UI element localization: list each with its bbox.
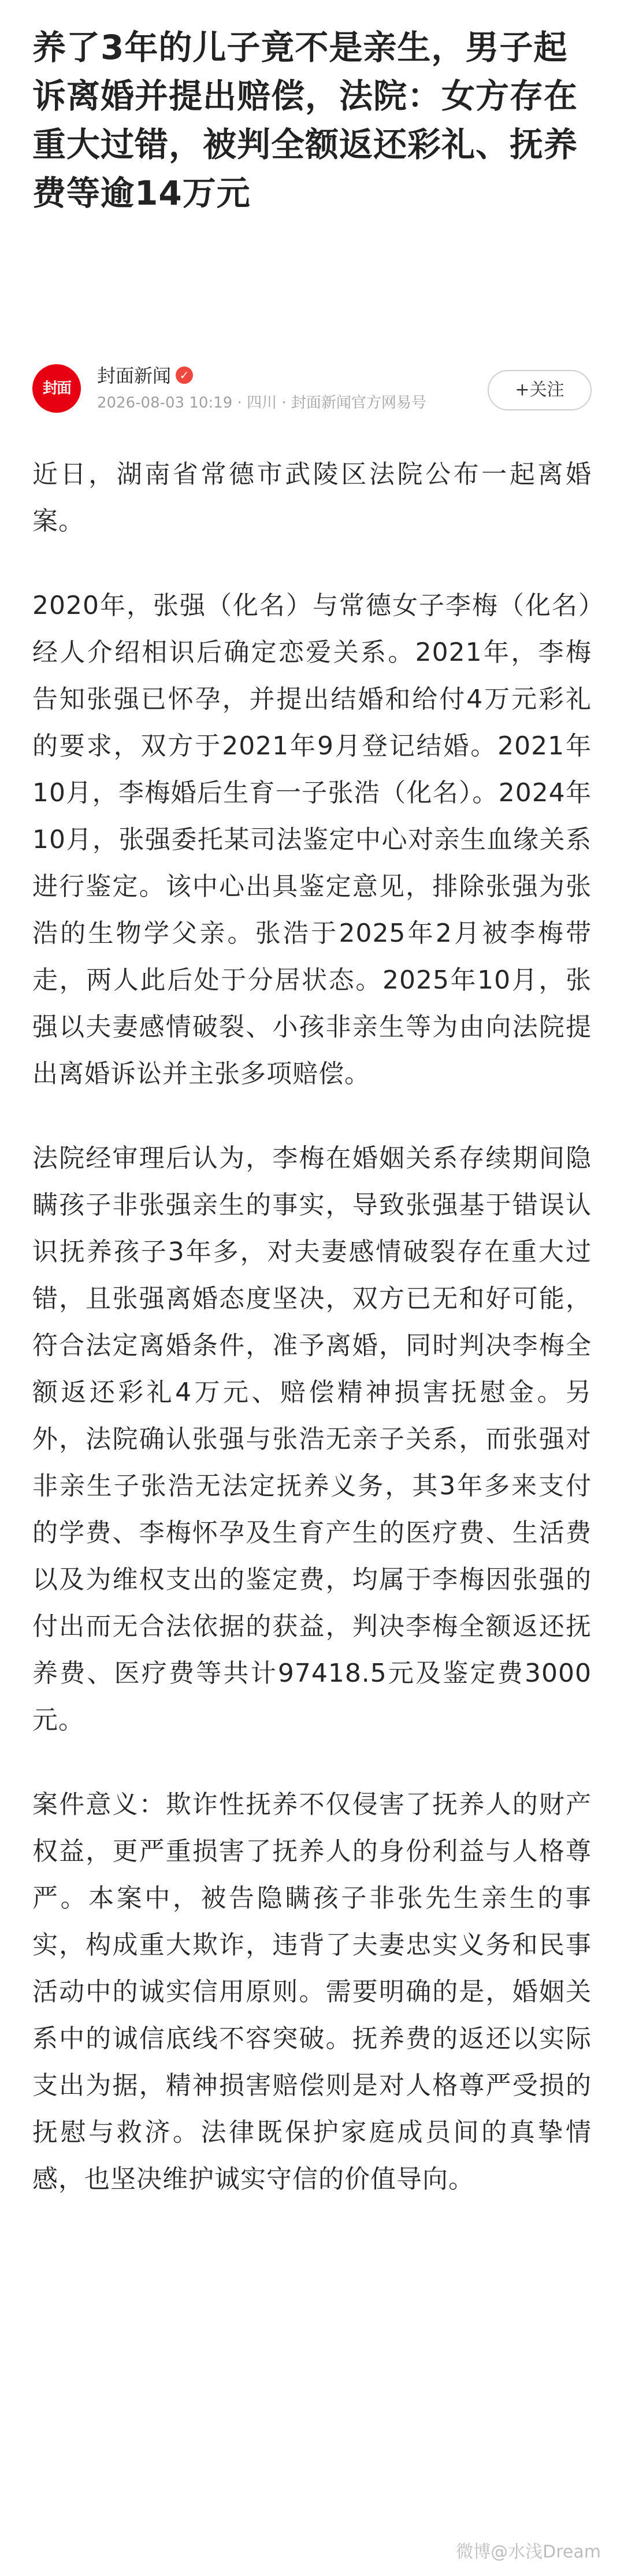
author-name-row[interactable]	[97, 364, 193, 387]
article-body	[32, 451, 592, 2240]
article-paragraph: 案件意义：欺诈性抚养不仅侵害了抚养人的财产权益，更严重损害了抚养人的身份利益与人格尊严。本案中，被告隐瞒孩子非张先生亲生的事实，构成重大欺诈，违背了夫妻忠实义务和民事活动中的诚实信用原则。需要明确的是，婚姻关系中的诚信底线不容突破。抚养费的返还以实际支出为据，精神损害赔偿则是对人格尊严受损的抚慰与救济。法律既保护家庭成员间的真挚情感，也坚决维护诚实守信的价值导向。	[32, 1790, 592, 2194]
article-paragraph: 近日，湖南省常德市武陵区法院公布一起离婚案。	[32, 460, 592, 536]
article-title: 养了3年的儿子竟不是亲生，男子起诉离婚并提出赔偿，法院：女方存在重大过错，被判全额返还彩礼、抚养费等逾14万元	[32, 28, 578, 213]
author-bar	[32, 358, 592, 422]
publish-meta: 2026-08-03 10:19 · 四川 · 封面新闻官方网易号	[97, 394, 426, 412]
article-paragraph: 2020年，张强（化名）与常德女子李梅（化名）经人介绍相识后确定恋爱关系。2021年，李梅告知张强已怀孕，并提出结婚和给付4万元彩礼的要求，双方于2021年9月登记结婚。2021年10月，李梅婚后生育一子张浩（化名）。2024年10月，张强委托某司法鉴定中心对亲生血缘关系进行鉴定。该中心出具鉴定意见，排除张强为张浩的生物学父亲。张浩于2025年2月被李梅带走，两人此后处于分居状态。2025年10月，张强以夫妻感情破裂、小孩非亲生等为由向法院提出离婚诉讼并主张多项赔偿。	[32, 591, 592, 1089]
follow-button[interactable]: +关注	[488, 370, 592, 410]
verified-badge-icon: ✓	[176, 367, 193, 384]
author-name[interactable]: 封面新闻	[97, 365, 172, 387]
weibo-watermark: 微博@水浅Dream	[456, 2542, 601, 2562]
author-avatar[interactable]: 封面	[32, 364, 81, 413]
article-paragraph: 法院经审理后认为，李梅在婚姻关系存续期间隐瞒孩子非张强亲生的事实，导致张强基于错误认识抚养孩子3年多，对夫妻感情破裂存在重大过错，且张强离婚态度坚决，双方已无和好可能，符合法定离婚条件，准予离婚，同时判决李梅全额返还彩礼4万元、赔偿精神损害抚慰金。另外，法院确认张强与张浩无亲子关系，而张强对非亲生子张浩无法定抚养义务，其3年多来支付的学费、李梅怀孕及生育产生的医疗费、生活费以及为维权支出的鉴定费，均属于李梅因张强的付出而无合法依据的获益，判决李梅全额返还抚养费、医疗费等共计97418.5元及鉴定费3000元。	[32, 1143, 592, 1735]
